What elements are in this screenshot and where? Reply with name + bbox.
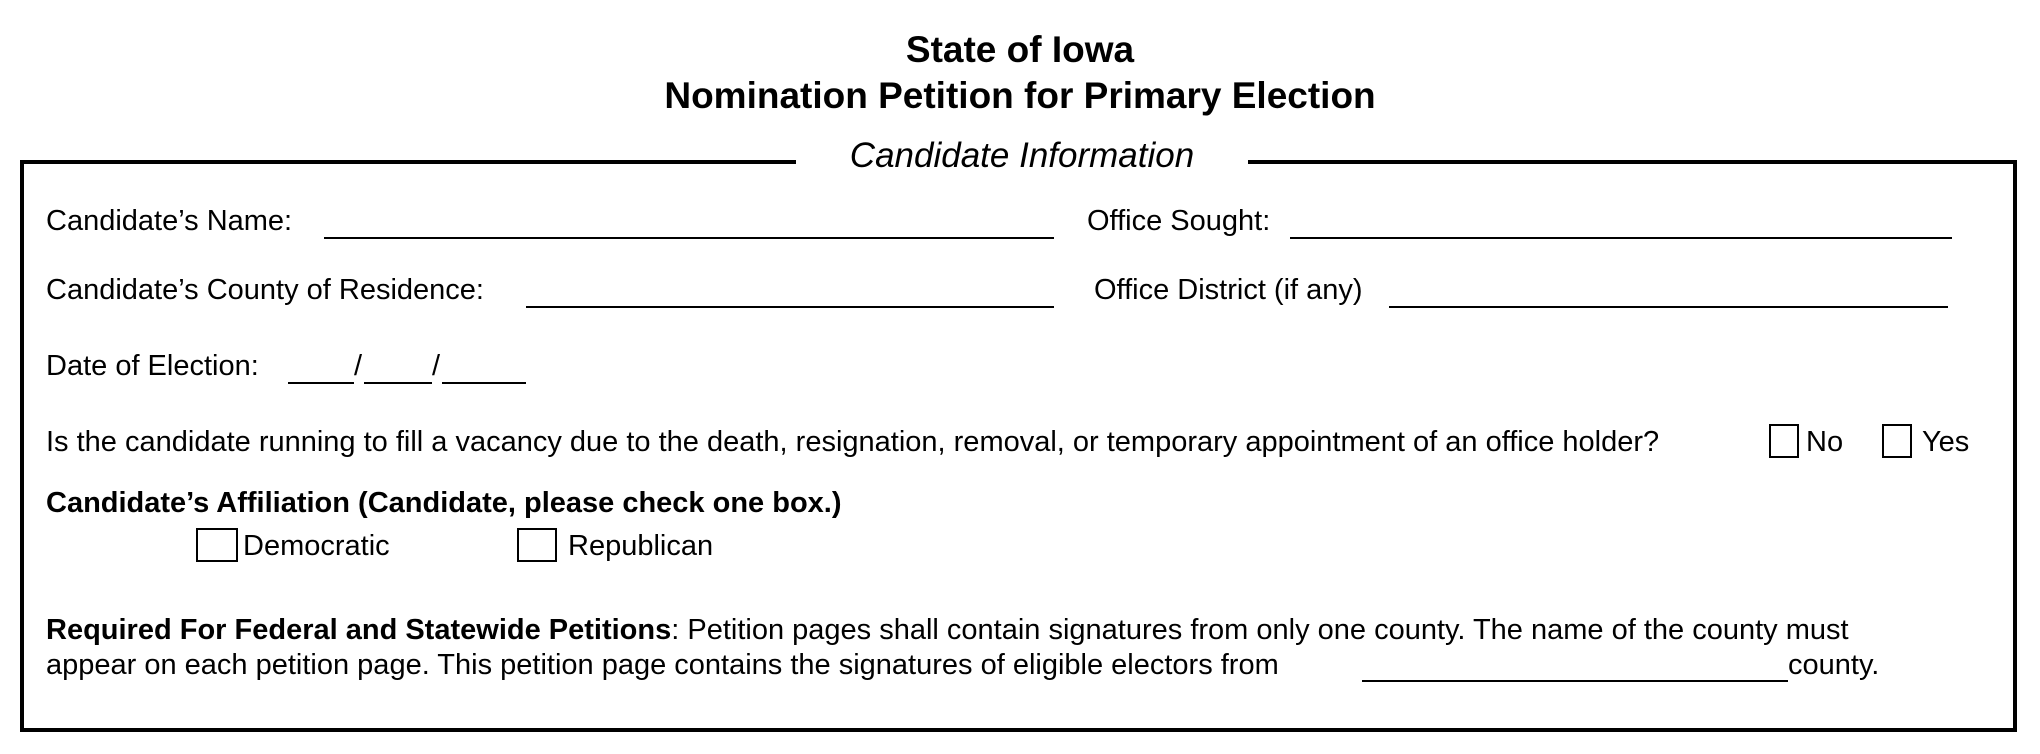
vacancy-yes-checkbox[interactable]: [1882, 424, 1912, 458]
office-sought-field[interactable]: [1290, 237, 1952, 239]
office-sought-label: Office Sought:: [1087, 205, 1271, 237]
vacancy-question: Is the candidate running to fill a vacancy due to the death, resignation, removal, or temporary appointment of an office holder?: [46, 426, 1660, 458]
candidate-name-field[interactable]: [324, 237, 1054, 239]
date-separator: /: [354, 350, 363, 382]
vacancy-yes-label: Yes: [1922, 426, 1970, 458]
date-separator: /: [432, 350, 441, 382]
democratic-label: Democratic: [243, 530, 390, 562]
section-legend: Candidate Information: [796, 134, 1248, 178]
office-district-field[interactable]: [1389, 306, 1948, 308]
county-of-residence-label: Candidate’s County of Residence:: [46, 274, 484, 306]
requirement-line-1: [46, 612, 1849, 648]
republican-checkbox[interactable]: [517, 528, 557, 562]
republican-label: Republican: [568, 530, 714, 562]
county-name-field[interactable]: [1362, 680, 1788, 682]
form-title: State of Iowa: [905, 29, 1135, 70]
date-year-field[interactable]: [442, 382, 526, 384]
county-of-residence-field[interactable]: [526, 306, 1054, 308]
office-district-label: Office District (if any): [1094, 274, 1363, 306]
requirement-text-2: appear on each petition page. This petition page contains the signatures of eligible electors from: [46, 649, 1279, 681]
candidate-name-label: Candidate’s Name:: [46, 205, 293, 237]
date-month-field[interactable]: [288, 382, 354, 384]
requirement-text-1: : Petition pages shall contain signatures from only one county. The name of the county must: [671, 614, 1849, 646]
date-day-field[interactable]: [364, 382, 432, 384]
form-subtitle: Nomination Petition for Primary Election: [664, 75, 1376, 116]
affiliation-heading: Candidate’s Affiliation (Candidate, please check one box.): [46, 487, 842, 519]
requirement-bold-lead: Required For Federal and Statewide Petitions: [46, 614, 672, 646]
democratic-checkbox[interactable]: [196, 528, 238, 562]
vacancy-no-checkbox[interactable]: [1769, 424, 1799, 458]
county-suffix: county.: [1788, 649, 1880, 681]
vacancy-no-label: No: [1806, 426, 1844, 458]
date-of-election-label: Date of Election:: [46, 350, 259, 382]
